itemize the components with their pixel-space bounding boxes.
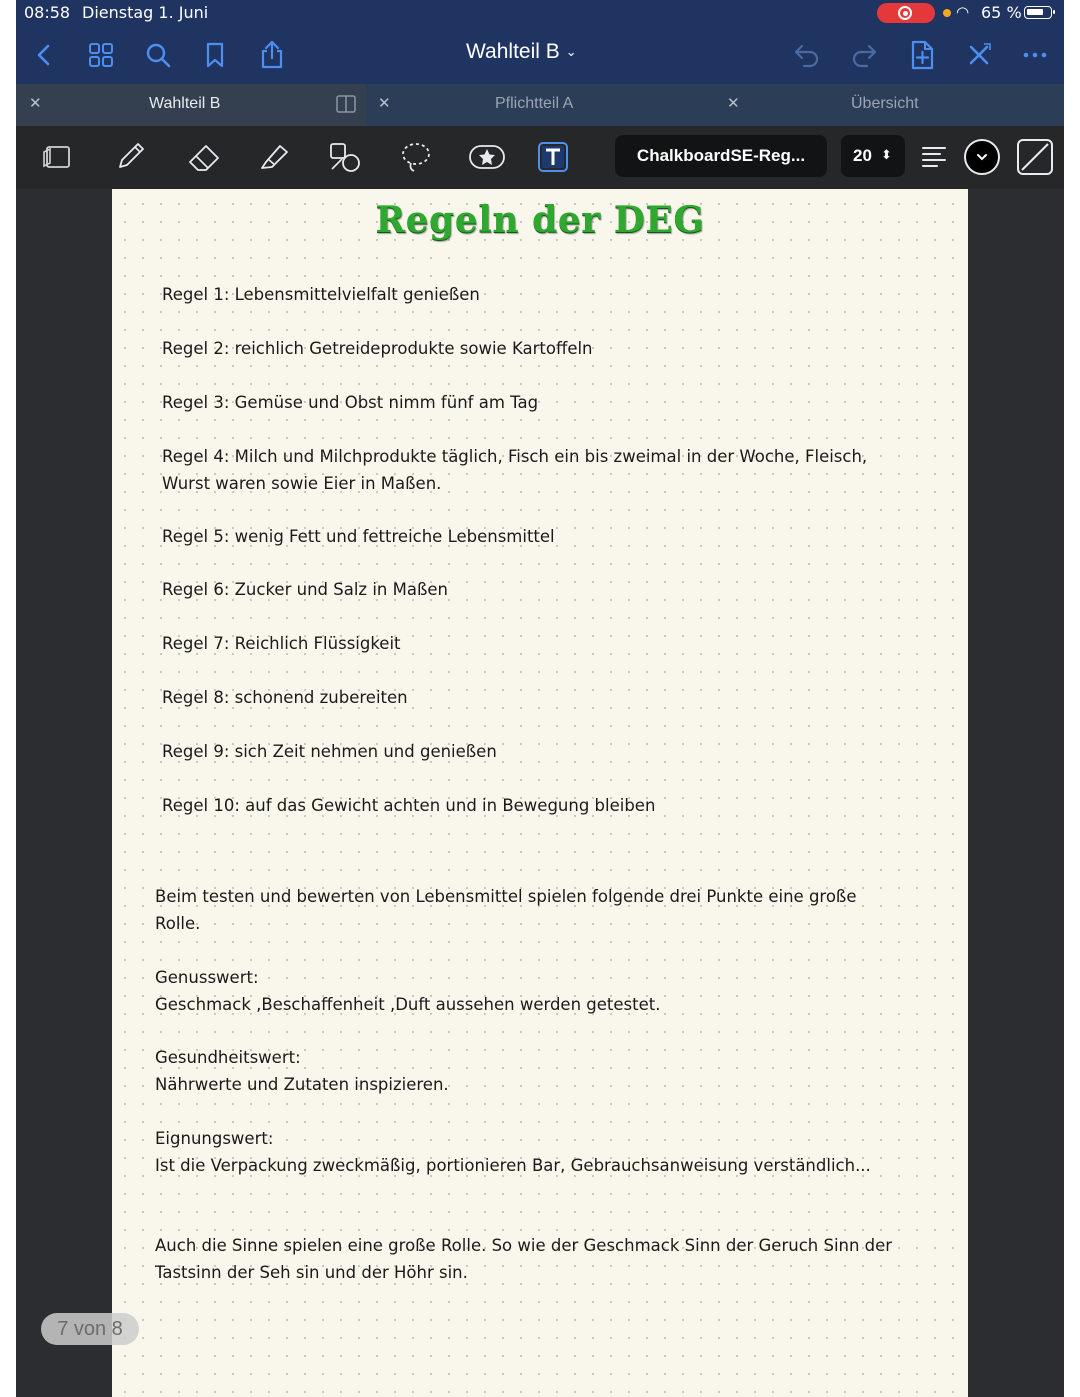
text-align-icon[interactable] <box>912 135 956 179</box>
rule-line: Regel 3: Gemüse und Obst nimm fünf am Tag <box>162 393 539 412</box>
screen-recording-icon[interactable] <box>877 3 935 23</box>
thumbnails-grid-icon[interactable] <box>84 38 118 72</box>
chevron-down-icon: ⌄ <box>565 44 577 59</box>
rule-line: Regel 7: Reichlich Flüssigkeit <box>162 634 401 653</box>
bookmark-icon[interactable] <box>198 38 232 72</box>
stepper-icon: ⬍ <box>881 147 892 162</box>
more-icon[interactable] <box>1018 38 1052 72</box>
undo-icon[interactable] <box>790 38 824 72</box>
tools-toolbar <box>16 126 1064 189</box>
close-pen-icon[interactable] <box>962 38 996 72</box>
rule-line: Regel 1: Lebensmittelvielfalt genießen <box>162 285 480 304</box>
note-heading: Genusswert: <box>155 968 259 987</box>
rule-line: Regel 9: sich Zeit nehmen und genießen <box>162 742 497 761</box>
wifi-icon: ◠ <box>956 3 970 21</box>
tab-label: Pflichtteil A <box>495 95 574 112</box>
document-title: Wahlteil B <box>466 40 560 63</box>
document-title-menu[interactable] <box>466 40 626 64</box>
rule-line: Regel 5: wenig Fett und fettreiche Lebensmittel <box>162 527 555 546</box>
navigation-bar <box>16 26 1064 84</box>
share-icon[interactable] <box>255 38 289 72</box>
status-time: 08:58 <box>24 3 71 22</box>
tab-uebersicht[interactable] <box>716 84 1064 126</box>
mic-indicator-icon <box>943 9 951 17</box>
tab-pflichtteil-a[interactable] <box>366 84 716 126</box>
font-selector[interactable]: ChalkboardSE-Reg... <box>615 135 827 177</box>
note-line: Rolle. <box>155 914 201 933</box>
elements-sticker-icon[interactable] <box>465 135 509 179</box>
text-color-picker[interactable] <box>960 135 1004 179</box>
text-tool-icon[interactable] <box>531 135 575 179</box>
note-line: Tastsinn der Seh sin und der Höhr sin. <box>155 1263 468 1282</box>
note-line: Nährwerte und Zutaten inspizieren. <box>155 1075 449 1094</box>
rule-line: Regel 10: auf das Gewicht achten und in Bewegung bleiben <box>162 796 656 815</box>
page-indicator[interactable]: 7 von 8 <box>41 1313 139 1345</box>
pen-tool-icon[interactable] <box>108 135 152 179</box>
rule-line: Regel 2: reichlich Getreideprodukte sowie Kartoffeln <box>162 339 593 358</box>
highlighter-tool-icon[interactable] <box>252 135 296 179</box>
split-view-icon[interactable] <box>336 94 356 114</box>
note-heading: Gesundheitswert: <box>155 1048 301 1067</box>
lasso-tool-icon[interactable] <box>394 135 438 179</box>
rule-line: Regel 6: Zucker und Salz in Maßen <box>162 580 448 599</box>
battery-icon <box>1024 6 1052 19</box>
rule-line: Regel 4: Milch und Milchprodukte täglich, Fisch ein bis zweimal in der Woche, Fleisch, <box>162 447 868 466</box>
rule-line: Regel 8: schonend zubereiten <box>162 688 408 707</box>
rule-line: Wurst waren sowie Eier in Maßen. <box>162 474 442 493</box>
note-line: Auch die Sinne spielen eine große Rolle. So wie der Geschmack Sinn der Geruch Sinn der <box>155 1236 893 1255</box>
note-heading: Eignungswert: <box>155 1129 274 1148</box>
search-icon[interactable] <box>141 38 175 72</box>
page-title: Regeln der DEG <box>375 199 705 241</box>
reader-mode-icon[interactable] <box>36 135 80 179</box>
app-window <box>16 0 1064 1397</box>
note-line: Beim testen und bewerten von Lebensmittel spielen folgende drei Punkte eine große <box>155 887 857 906</box>
add-page-icon[interactable] <box>905 38 939 72</box>
close-tab-icon[interactable]: ✕ <box>29 94 42 112</box>
back-icon[interactable] <box>28 38 62 72</box>
tab-label: Übersicht <box>851 95 919 112</box>
shapes-tool-icon[interactable] <box>322 135 366 179</box>
note-line: Ist die Verpackung zweckmäßig, portionieren Bar, Gebrauchsanweisung verständlich... <box>155 1156 871 1175</box>
tab-wahlteil-b[interactable] <box>16 84 366 126</box>
redo-icon[interactable] <box>847 38 881 72</box>
close-tab-icon[interactable]: ✕ <box>727 94 740 112</box>
status-bar <box>16 0 1064 26</box>
tab-label: Wahlteil B <box>149 95 221 112</box>
close-tab-icon[interactable]: ✕ <box>378 94 391 112</box>
note-page[interactable] <box>112 189 968 1397</box>
background-color-icon[interactable] <box>1013 135 1057 179</box>
battery-percentage: 65 % <box>981 3 1022 22</box>
font-size-value: 20 <box>853 146 872 165</box>
note-line: Geschmack ,Beschaffenheit ,Duft aussehen werden getestet. <box>155 995 661 1014</box>
font-size-selector[interactable] <box>841 135 905 177</box>
status-date: Dienstag 1. Juni <box>82 3 209 22</box>
tab-bar <box>16 84 1064 126</box>
eraser-tool-icon[interactable] <box>182 135 226 179</box>
